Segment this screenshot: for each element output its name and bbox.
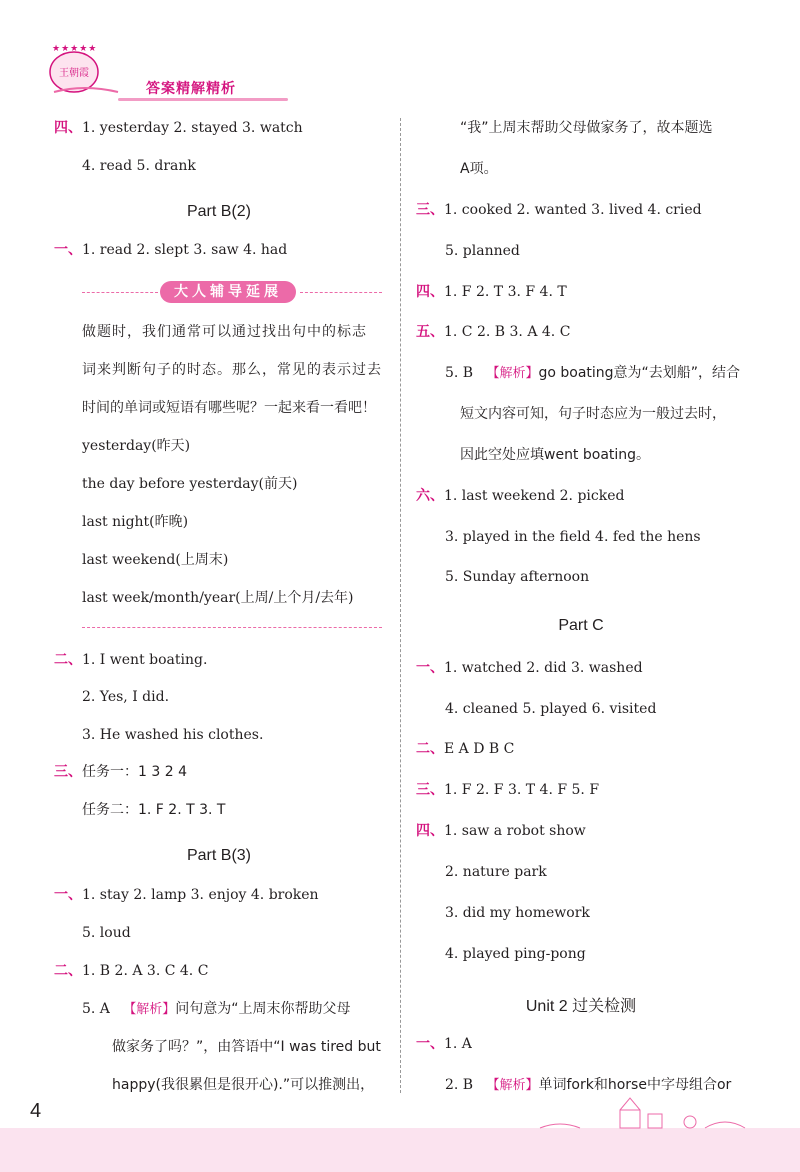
tip-text: 做题时，我们通常可以通过找出句中的标志 [82,324,367,340]
answer-line: 1. F 2. T 3. F 4. T [444,284,567,300]
section-marker: 四、 [416,823,444,839]
answer-line: 1. F 2. F 3. T 4. F 5. F [444,782,600,798]
section-marker: 一、 [416,660,444,676]
analysis-text: 因此空处应填went boating。 [460,447,651,463]
section-marker: 四、 [54,120,82,136]
section-marker: 五、 [416,324,444,340]
answer-line: 1. watched 2. did 3. washed [444,660,643,676]
answer-line: 1. read 2. slept 3. saw 4. had [82,242,288,258]
section-marker: 二、 [416,741,444,757]
analysis-text: A项。 [460,161,498,177]
answer-line: 5. loud [82,925,131,941]
answer-line: 任务一：1 3 2 4 [82,764,187,780]
answer-line: 2. Yes, I did. [82,689,170,705]
section-marker: 六、 [416,488,444,504]
section-marker: 一、 [416,1036,444,1052]
analysis-text: go boating意为“去划船”，结合 [538,365,741,381]
section-marker: 三、 [416,782,444,798]
section-marker: 四、 [416,284,444,300]
svg-text:王朝霞: 王朝霞 [59,68,89,79]
tip-word: last night(昨晚) [82,514,189,530]
section-marker: 一、 [54,242,82,258]
answer-line: 1. last weekend 2. picked [444,488,625,504]
section-title-partb3: Part B(3) [186,847,251,864]
answer-line: 1. yesterday 2. stayed 3. watch [82,120,303,136]
answer-line: 3. did my homework [445,905,590,921]
tip-text: 时间的单词或短语有哪些呢？一起来看一看吧！ [82,400,376,416]
tip-word: the day before yesterday(前天) [82,476,298,492]
analysis-text: 做家务了吗？”，由答语中“I was tired but [112,1039,381,1055]
answer-line: 2. nature park [445,864,547,880]
answer-line: 1. C 2. B 3. A 4. C [444,324,571,340]
section-title-unit2: Unit 2 过关检测 [525,998,637,1015]
section-marker: 三、 [54,764,82,780]
answer-line: E A D B C [444,741,515,757]
answer-line: 1. saw a robot show [444,823,586,839]
section-marker: 一、 [54,887,82,903]
analysis-label: 【解析】 [123,1002,176,1017]
section-marker: 二、 [54,652,82,668]
analysis-text: “我”上周末帮助父母做家务了，故本题选 [460,120,713,136]
answer-line: 1. A [444,1036,472,1052]
section-marker: 三、 [416,202,444,218]
tip-word: last week/month/year(上周/上个月/去年) [82,590,354,606]
castle-decoration-icon [530,1092,760,1132]
analysis-text: 单词fork和horse中字母组合or [538,1077,732,1093]
answer-line: 5. A [82,1001,110,1017]
section-title-partb2: Part B(2) [186,203,251,220]
answer-line: 1. I went boating. [82,652,208,668]
answer-line: 3. He washed his clothes. [82,727,264,743]
answer-line: 1. stay 2. lamp 3. enjoy 4. broken [82,887,319,903]
answer-line: 4. played ping-pong [445,946,586,962]
dashed-rule [82,292,158,293]
answer-line: 3. played in the field 4. fed the hens [445,529,701,545]
analysis-text: happy(我很累但是很开心).”可以推测出， [112,1077,375,1093]
answer-line: 5. Sunday afternoon [445,569,590,585]
section-marker: 二、 [54,963,82,979]
answer-line: 4. read 5. drank [82,158,196,174]
answer-line: 5. planned [445,243,520,259]
section-title-partc: Part C [558,617,604,634]
answer-line: 5. B [445,365,474,381]
dashed-rule [82,627,382,628]
analysis-label: 【解析】 [486,1078,539,1093]
answer-line: 1. cooked 2. wanted 3. lived 4. cried [444,202,702,218]
tip-text: 词来判断句子的时态。那么，常见的表示过去 [82,362,382,378]
analysis-text: 短文内容可知，句子时态应为一般过去时， [460,406,726,422]
tip-word: yesterday(昨天) [82,438,191,454]
answer-line: 2. B [445,1077,474,1093]
header-underline [118,98,288,101]
footer-band [0,1128,800,1172]
stars-decoration: ★★★★★ [52,44,98,54]
column-divider [400,118,401,1093]
analysis-label: 【解析】 [486,366,539,381]
tip-box-title: 大人辅导延展 [160,281,296,303]
answer-line: 4. cleaned 5. played 6. visited [445,701,657,717]
tip-word: last weekend(上周末) [82,552,229,568]
dashed-rule [300,292,382,293]
header-title: 答案精解精析 [146,81,236,97]
answer-line: 1. B 2. A 3. C 4. C [82,963,209,979]
answer-line: 任务二：1. F 2. T 3. T [82,802,226,818]
analysis-text: 问句意为“上周末你帮助父母 [175,1001,351,1017]
page-number: 4 [30,1100,42,1122]
